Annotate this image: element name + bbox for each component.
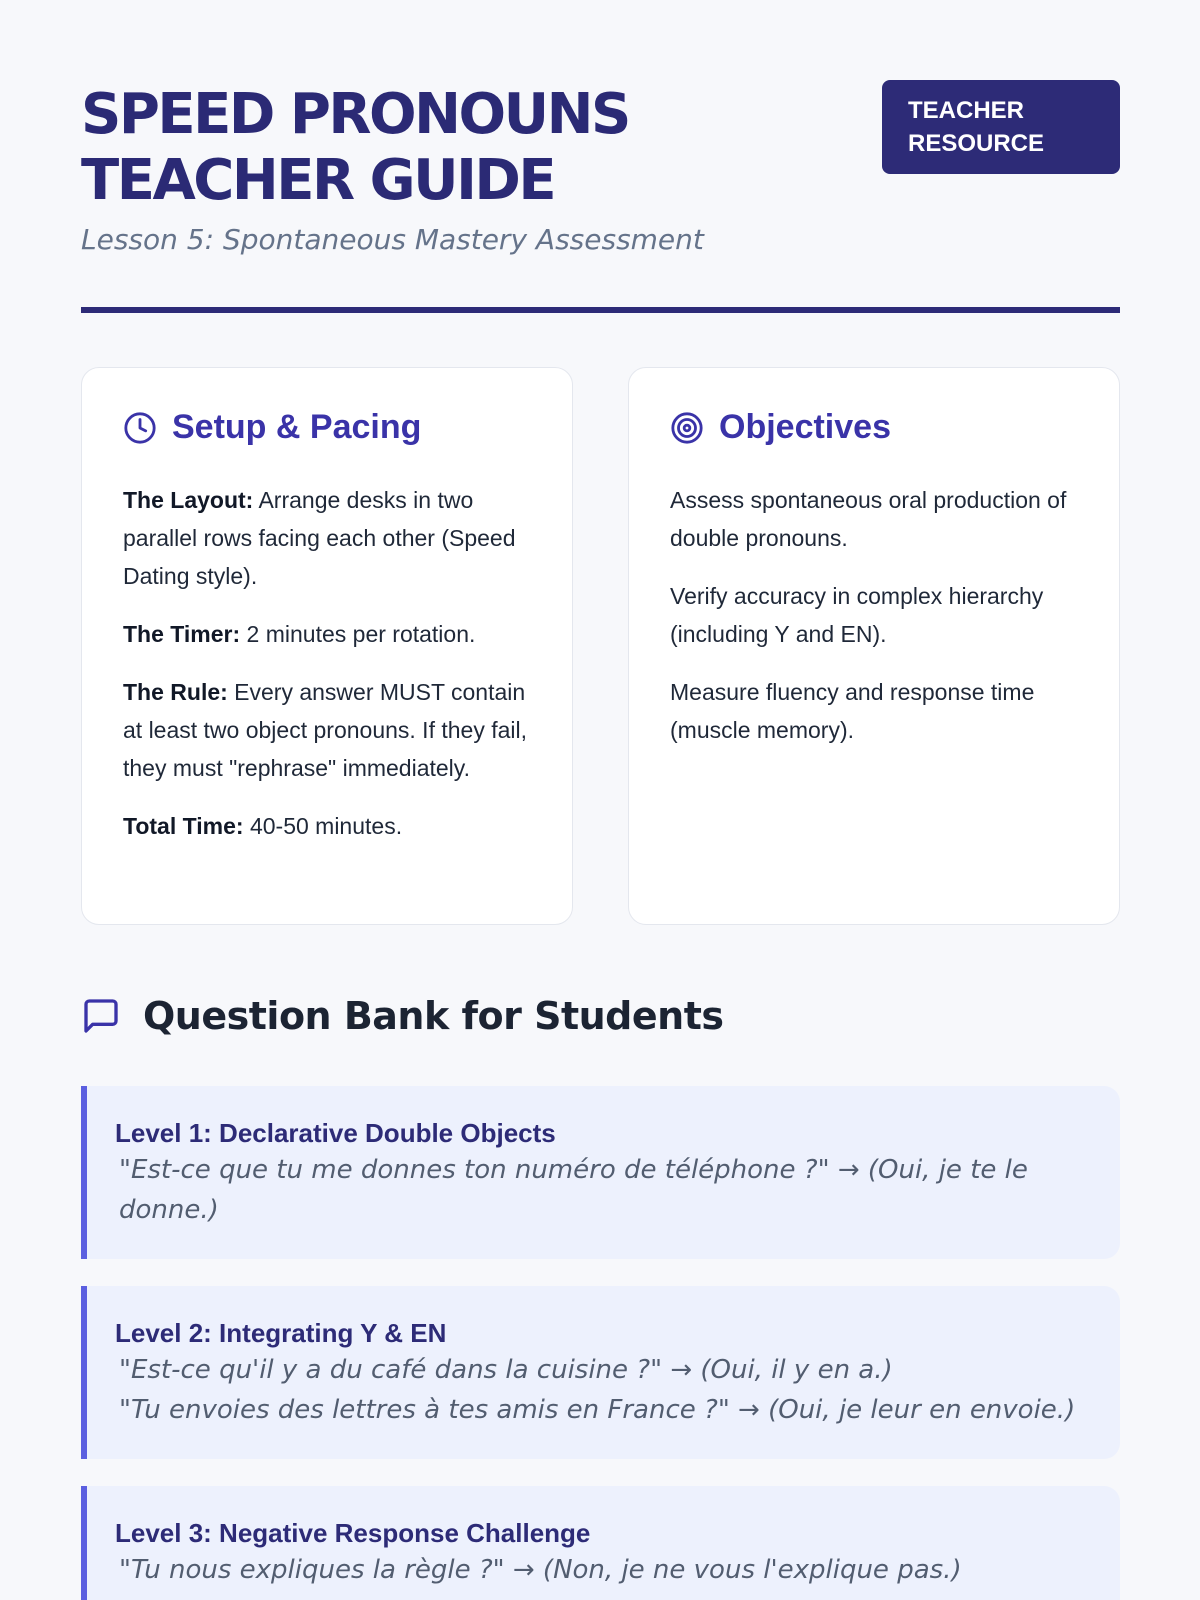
level-card-3 <box>81 1486 1120 1600</box>
setup-card-title: Setup & Pacing <box>172 408 422 446</box>
setup-item-timer <box>123 615 538 653</box>
setup-card-body <box>123 481 538 865</box>
badge-line-2: RESOURCE <box>908 130 1045 157</box>
setup-item-text: 2 minutes per rotation. <box>240 621 476 647</box>
level-example: "Est-ce que tu me donnes ton numéro de téléphone ?" → (Oui, je te le donne.) <box>119 1155 1028 1225</box>
setup-item-label: The Rule: <box>123 679 228 705</box>
target-icon <box>670 411 704 445</box>
setup-item-text: 40-50 minutes. <box>243 813 403 839</box>
objective-item: Verify accuracy in complex hierarchy (including Y and EN). <box>670 583 1044 647</box>
setup-item-total-time <box>123 807 538 845</box>
objectives-card <box>628 367 1120 925</box>
page-title-line-1: SPEED PRONOUNS <box>81 82 629 147</box>
objective-item: Measure fluency and response time (muscle memory). <box>670 679 1035 743</box>
question-bank-header <box>81 994 724 1038</box>
setup-card-header <box>123 408 421 447</box>
lesson-subtitle: Lesson 5: Spontaneous Mastery Assessment <box>81 223 704 256</box>
badge-line-1: TEACHER <box>908 97 1025 124</box>
question-bank-title: Question Bank for Students <box>143 994 724 1038</box>
level-title: Level 1: Declarative Double Objects <box>115 1118 556 1148</box>
setup-item-text: Arrange desks in two parallel rows facing each other (Speed Dating style). <box>123 487 516 589</box>
objectives-card-header <box>670 408 891 447</box>
header-divider <box>81 307 1120 313</box>
level-title: Level 3: Negative Response Challenge <box>115 1518 591 1548</box>
objectives-card-body <box>670 481 1085 769</box>
level-title: Level 2: Integrating Y & EN <box>115 1318 447 1348</box>
setup-pacing-card <box>81 367 573 925</box>
teacher-resource-badge <box>882 80 1120 174</box>
level-card-2 <box>81 1286 1120 1459</box>
setup-item-label: The Timer: <box>123 621 241 647</box>
level-example: "Est-ce qu'il y a du café dans la cuisine ?" → (Oui, il y en a.) <box>119 1355 893 1385</box>
objective-item: Assess spontaneous oral production of double pronouns. <box>670 487 1067 551</box>
setup-item-rule <box>123 673 538 787</box>
setup-item-layout <box>123 481 538 595</box>
setup-item-text: Every answer MUST contain at least two object pronouns. If they fail, they must "rephrase" immediately. <box>123 679 528 781</box>
page-title <box>81 82 761 214</box>
setup-item-label: Total Time: <box>123 813 244 839</box>
clock-icon <box>123 411 157 445</box>
level-example: "Tu envoies des lettres à tes amis en France ?" → (Oui, je leur en envoie.) <box>119 1395 1076 1425</box>
level-example: "Tu nous expliques la règle ?" → (Non, je ne vous l'explique pas.) <box>119 1555 962 1585</box>
page-title-line-2: TEACHER GUIDE <box>81 148 555 213</box>
chat-bubble-icon <box>81 996 121 1036</box>
objectives-card-title: Objectives <box>719 408 891 446</box>
setup-item-label: The Layout: <box>123 487 254 513</box>
level-card-1 <box>81 1086 1120 1259</box>
